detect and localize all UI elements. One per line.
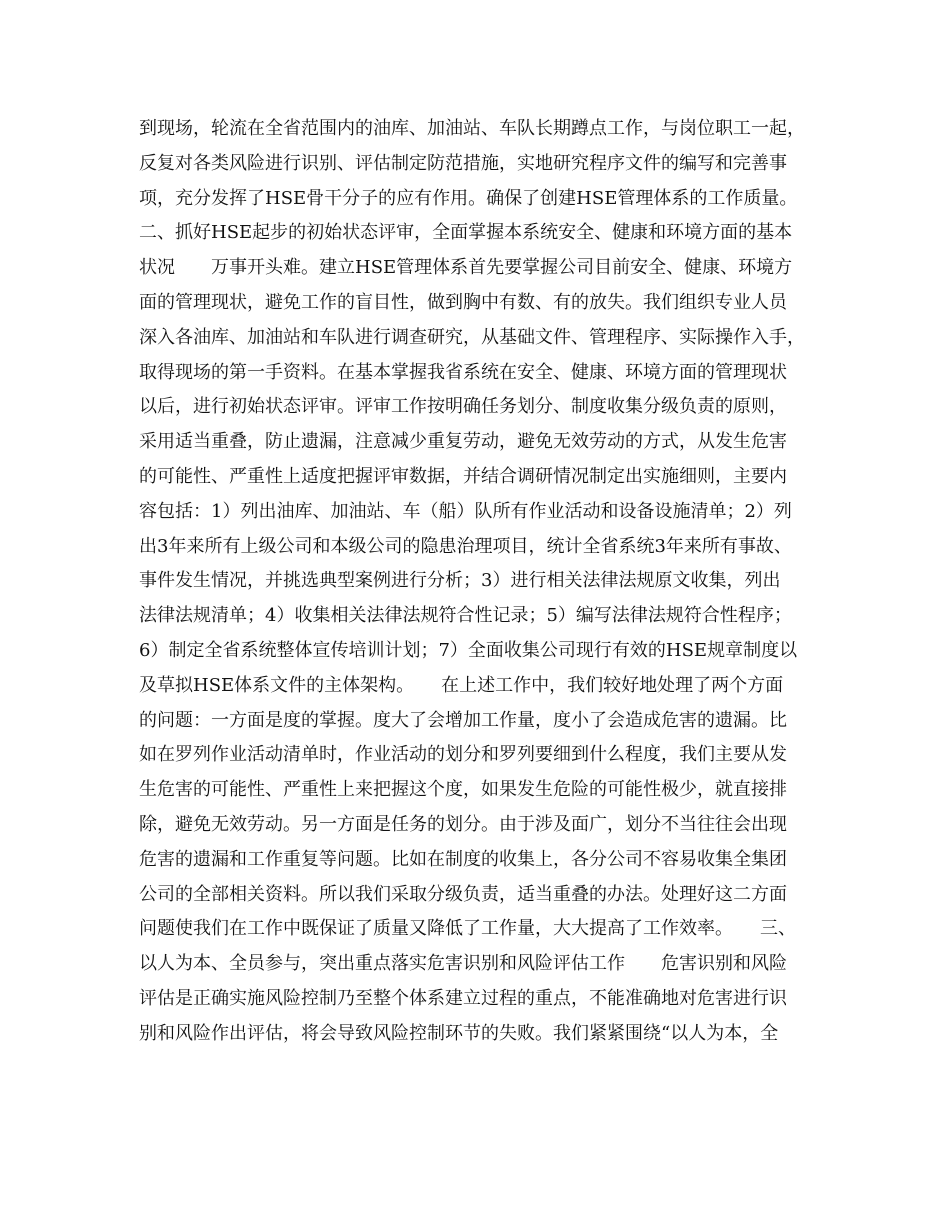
text-line: 的问题：一方面是度的掌握。度大了会增加工作量，度小了会造成危害的遗漏。比 <box>139 709 787 731</box>
text-line: 状况 万事开头难。建立HSE管理体系首先要掌握公司目前安全、健康、环境方 <box>139 257 793 279</box>
text-line: 别和风险作出评估，将会导致风险控制环节的失败。我们紧紧围绕“以人为本，全 <box>139 1022 779 1044</box>
text-line: 及草拟HSE体系文件的主体架构。 在上述工作中，我们较好地处理了两个方面 <box>139 674 784 696</box>
text-line: 采用适当重叠，防止遗漏，注意减少重复劳动，避免无效劳动的方式，从发生危害 <box>139 431 787 453</box>
text-line: 评估是正确实施风险控制乃至整个体系建立过程的重点，不能准确地对危害进行识 <box>139 987 787 1009</box>
text-line: 项，充分发挥了HSE骨干分子的应有作用。确保了创建HSE管理体系的工作质量。 <box>139 187 798 209</box>
text-line: 的可能性、严重性上适度把握评审数据，并结合调研情况制定出实施细则，主要内 <box>139 465 787 487</box>
text-line: 生危害的可能性、严重性上来把握这个度，如果发生危险的可能性极少，就直接排 <box>139 779 787 801</box>
text-line: 反复对各类风险进行识别、评估制定防范措施，实地研究程序文件的编写和完善事 <box>139 152 787 174</box>
text-line: 面的管理现状，避免工作的盲目性，做到胸中有数、有的放失。我们组织专业人员 <box>139 291 787 313</box>
text-line: 除，避免无效劳动。另一方面是任务的划分。由于涉及面广，划分不当往往会出现 <box>139 813 787 835</box>
text-line: 以人为本、全员参与，突出重点落实危害识别和风险评估工作 危害识别和风险 <box>139 953 787 975</box>
body-text <box>139 112 829 1052</box>
text-line: 问题使我们在工作中既保证了质量又降低了工作量，大大提高了工作效率。 三、 <box>139 918 796 940</box>
text-line: 到现场，轮流在全省范围内的油库、加油站、车队长期蹲点工作，与岗位职工一起， <box>139 118 805 139</box>
text-line: 如在罗列作业活动清单时，作业活动的划分和罗列要细到什么程度，我们主要从发 <box>139 744 787 766</box>
text-line: 6）制定全省系统整体宣传培训计划；7）全面收集公司现行有效的HSE规章制度以 <box>139 639 798 661</box>
text-line: 事件发生情况，并挑选典型案例进行分析；3）进行相关法律法规原文收集，列出 <box>139 570 781 592</box>
text-line: 容包括：1）列出油库、加油站、车（船）队所有作业活动和设备设施清单；2）列 <box>139 500 792 522</box>
text-line: 出3年来所有上级公司和本级公司的隐患治理项目，统计全省系统3年来所有事故、 <box>139 535 792 557</box>
text-line: 二、抓好HSE起步的初始状态评审，全面掌握本系统安全、健康和环境方面的基本 <box>139 222 793 244</box>
text-line: 危害的遗漏和工作重复等问题。比如在制度的收集上，各分公司不容易收集全集团 <box>139 848 787 870</box>
text-line: 以后，进行初始状态评审。评审工作按明确任务划分、制度收集分级负责的原则， <box>139 396 787 418</box>
text-line: 公司的全部相关资料。所以我们采取分级负责，适当重叠的办法。处理好这二方面 <box>139 883 787 905</box>
text-line: 法律法规清单；4）收集相关法律法规符合性记录；5）编写法律法规符合性程序； <box>139 605 792 627</box>
text-line: 深入各油库、加油站和车队进行调查研究，从基础文件、管理程序、实际操作入手， <box>139 326 805 348</box>
text-line: 取得现场的第一手资料。在基本掌握我省系统在安全、健康、环境方面的管理现状 <box>139 361 787 383</box>
